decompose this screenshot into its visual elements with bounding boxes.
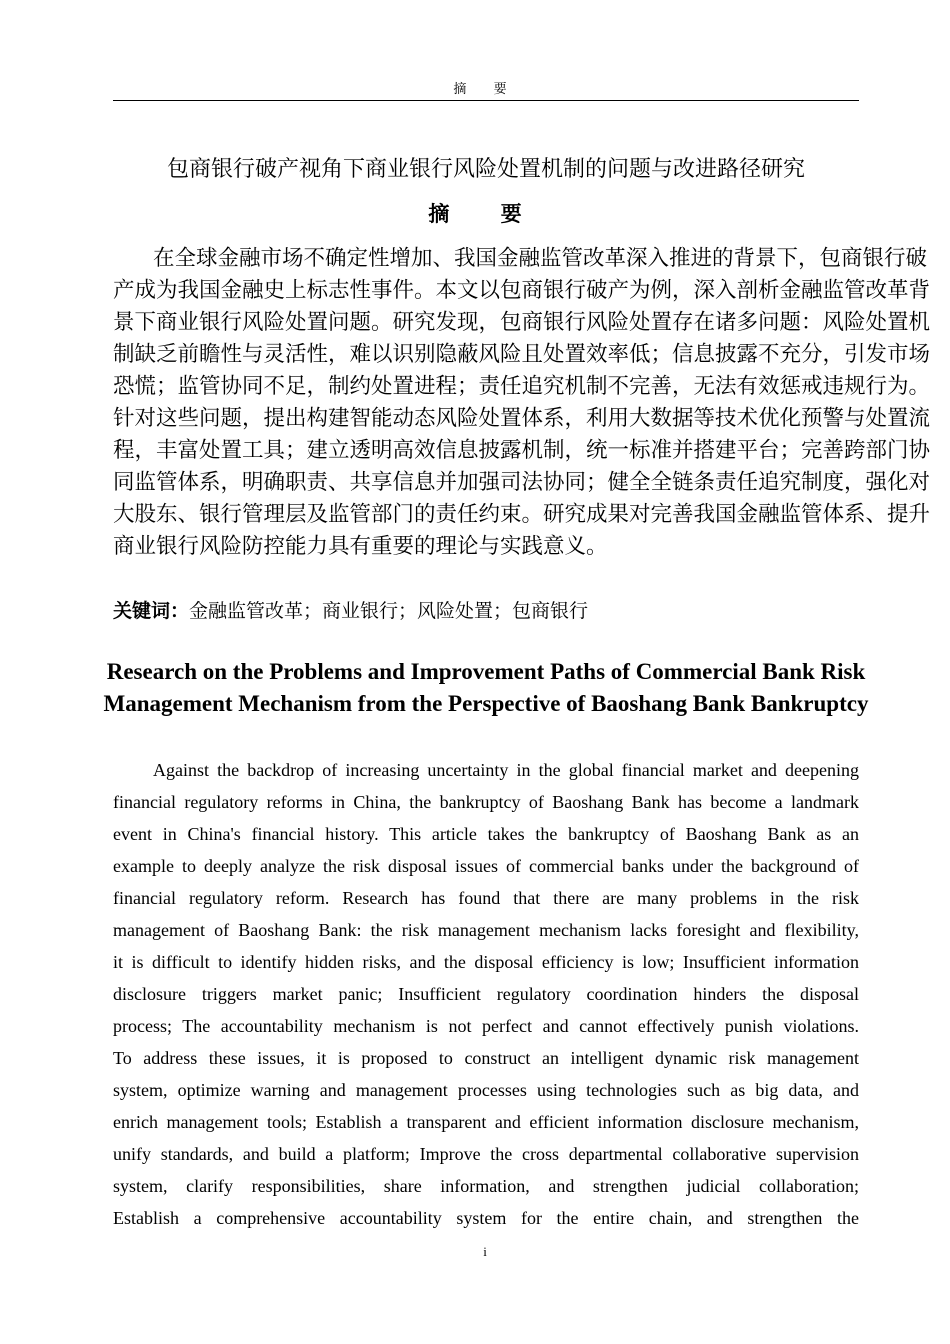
text-line: 同监管体系，明确职责、共享信息并加强司法协同；健全全链条责任追究制度，强化对 (113, 470, 931, 495)
text-line: enrich management tools; Establish a transparent and efficient information disclosure mechanism, (113, 1112, 859, 1132)
running-header: 摘 要 (453, 81, 519, 96)
text-line: event in China's financial history. This article takes the bankruptcy of Baoshang Bank as an (113, 824, 859, 844)
text-line: unify standards, and build a platform; Improve the cross departmental collaborative supervision (113, 1144, 859, 1164)
text-line: 产成为我国金融史上标志性事件。本文以包商银行破产为例，深入剖析金融监管改革背 (113, 278, 931, 303)
abstract-chinese (113, 243, 931, 563)
text-line: To address these issues, it is proposed to construct an intelligent dynamic risk management (113, 1048, 859, 1068)
text-line: 恐慌；监管协同不足，制约处置进程；责任追究机制不完善，无法有效惩戒违规行为。 (113, 374, 931, 399)
text-line: 针对这些问题，提出构建智能动态风险处置体系，利用大数据等技术优化预警与处置流 (113, 406, 931, 431)
keywords (113, 596, 588, 623)
text-line: system, optimize warning and management processes using technologies such as big data, and (113, 1080, 859, 1100)
text-line: it is difficult to identify hidden risks, and the disposal efficiency is low; Insufficient information (113, 952, 859, 972)
text-line: system, clarify responsibilities, share information, and strengthen judicial collaboration; (113, 1176, 859, 1196)
text-line: management of Baoshang Bank: the risk management mechanism lacks foresight and flexibility, (113, 920, 859, 940)
text-line: Against the backdrop of increasing uncertainty in the global financial market and deepening (153, 760, 859, 780)
title-chinese: 包商银行破产视角下商业银行风险处置机制的问题与改进路径研究 (166, 157, 805, 182)
title-english: Research on the Problems and Improvement Paths of Commercial Bank Risk Management Mechanism from the Perspective of Baoshang Bank Bankruptcy (103, 659, 869, 716)
text-line: 制缺乏前瞻性与灵活性，难以识别隐蔽风险且处置效率低；信息披露不充分，引发市场 (113, 342, 931, 367)
text-line: process; The accountability mechanism is not perfect and cannot effectively punish violations. (113, 1016, 859, 1036)
keywords-label: 关键词： (113, 600, 190, 622)
header-rule (113, 100, 859, 101)
abstract-heading-chinese: 摘 要 (428, 202, 544, 226)
text-line: 大股东、银行管理层及监管部门的责任约束。研究成果对完善我国金融监管体系、提升 (113, 502, 931, 527)
text-line: disclosure triggers market panic; Insufficient regulatory coordination hinders the disposal (113, 984, 859, 1004)
text-line: 商业银行风险防控能力具有重要的理论与实践意义。 (113, 534, 608, 559)
page-number: i (483, 1244, 487, 1259)
text-line: 在全球金融市场不确定性增加、我国金融监管改革深入推进的背景下，包商银行破 (153, 246, 928, 271)
text-line: financial regulatory reform. Research has found that there are many problems in the risk (113, 888, 859, 908)
text-line: example to deeply analyze the risk disposal issues of commercial banks under the background of (113, 856, 859, 876)
text-line: Establish a comprehensive accountability system for the entire chain, and strengthen the (113, 1208, 859, 1228)
keywords-value: 金融监管改革；商业银行；风险处置；包商银行 (189, 600, 589, 622)
text-line: financial regulatory reforms in China, the bankruptcy of Baoshang Bank has become a landmark (113, 792, 859, 812)
abstract-english (113, 754, 859, 1234)
text-line: 程，丰富处置工具；建立透明高效信息披露机制，统一标准并搭建平台；完善跨部门协 (113, 438, 931, 463)
text-line: 景下商业银行风险处置问题。研究发现，包商银行风险处置存在诸多问题：风险处置机 (113, 310, 931, 335)
